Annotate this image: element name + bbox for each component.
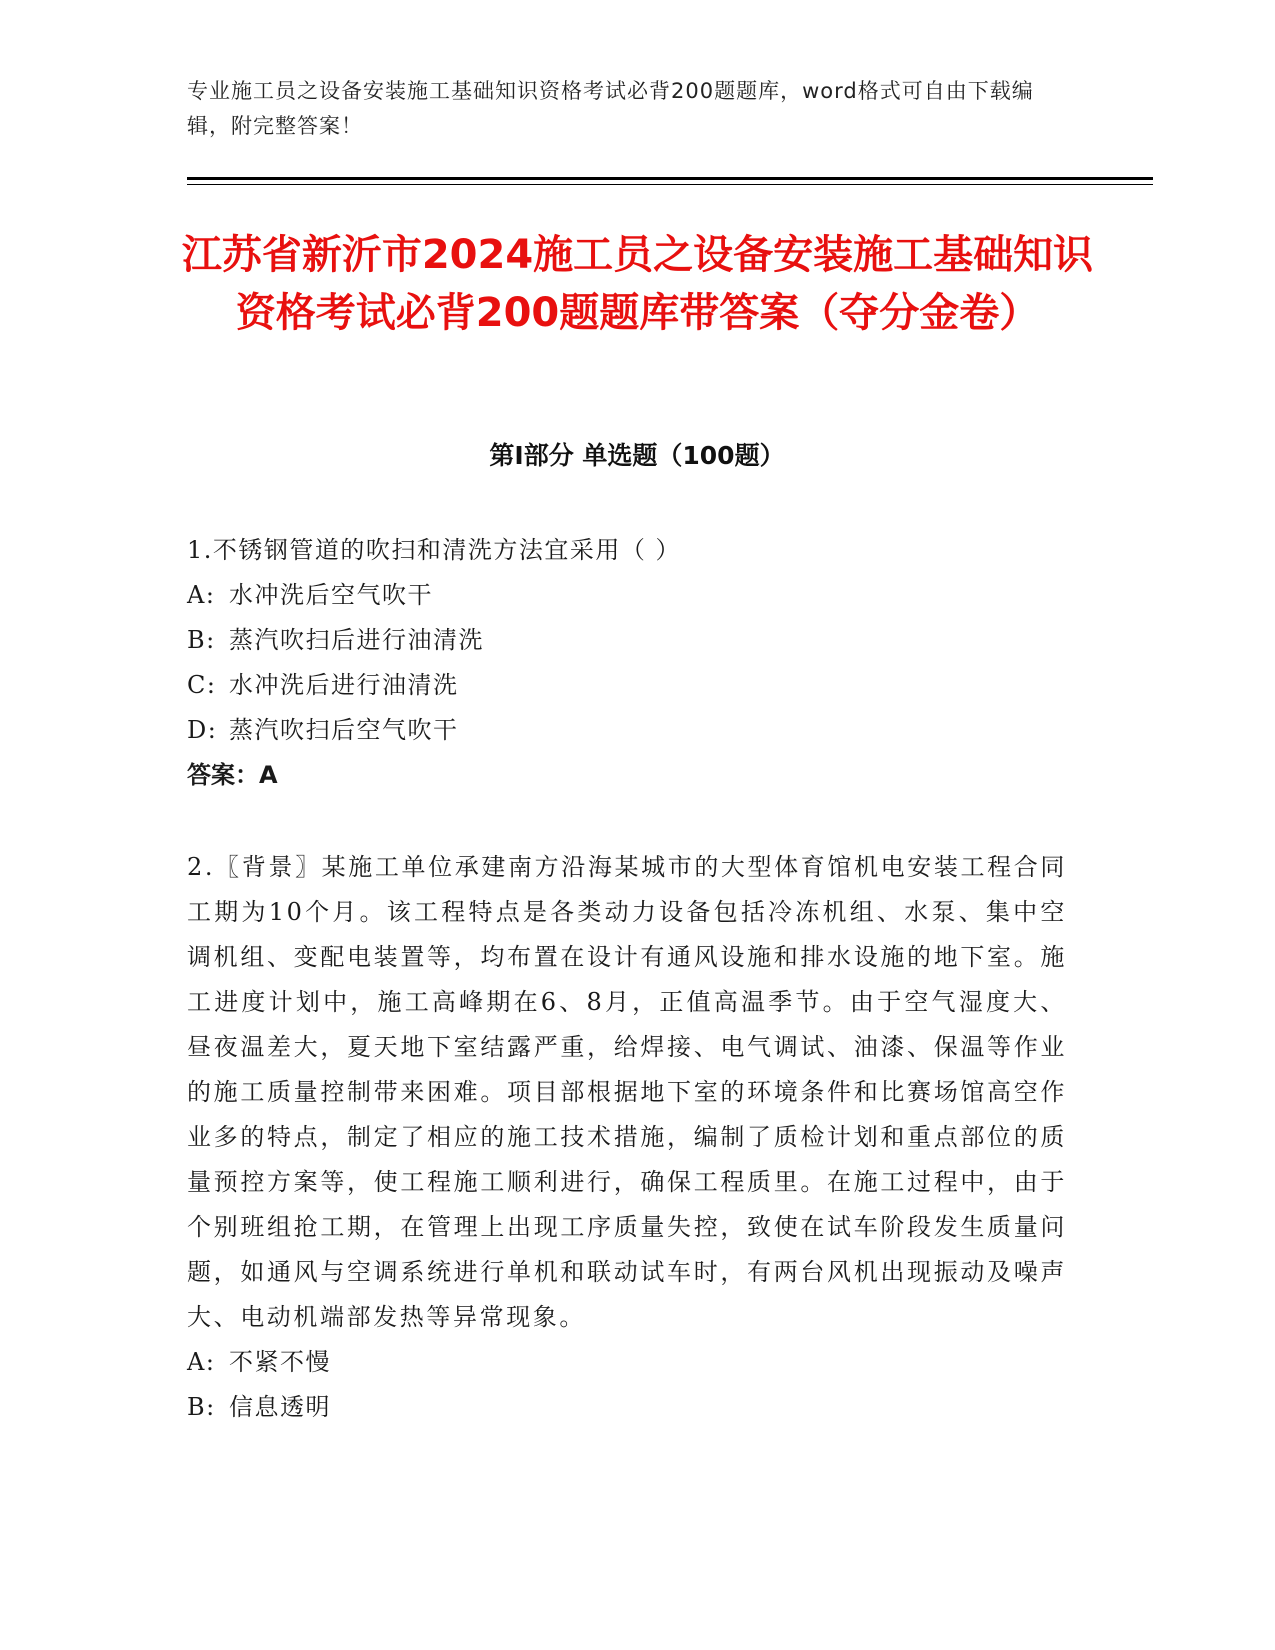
header-rule-thin <box>187 184 1153 185</box>
option-letter: B: <box>187 1393 216 1421</box>
option-text: 水冲洗后空气吹干 <box>229 581 433 609</box>
option-text: 蒸汽吹扫后进行油清洗 <box>229 626 484 654</box>
question-1-stem: 1.不锈钢管道的吹扫和清洗方法宜采用（ ） <box>187 536 682 564</box>
question-2-option-a <box>187 1340 1087 1385</box>
document-title: 江苏省新沂市2024施工员之设备安装施工基础知识资格考试必背200题题库带答案（夺分金卷） <box>181 232 1094 336</box>
option-text: 蒸汽吹扫后空气吹干 <box>229 716 459 744</box>
option-letter: C: <box>187 671 217 699</box>
option-text: 不紧不慢 <box>229 1348 331 1376</box>
question-2-option-b <box>187 1385 1087 1430</box>
question-2 <box>187 845 1087 1430</box>
question-2-stem: 2.〖背景〗某施工单位承建南方沿海某城市的大型体育馆机电安装工程合同工期为10个月。该工程特点是各类动力设备包括冷冻机组、水泵、集中空调机组、变配电装置等，均布置在设计有通风设施和排水设施的地下室。施工进度计划中，施工高峰期在6、8月，正值高温季节。由于空气湿度大、昼夜温差大，夏天地下室结露严重，给焊接、电气调试、油漆、保温等作业的施工质量控制带来困难。项目部根据地下室的环境条件和比赛场馆高空作业多的特点，制定了相应的施工技术措施，编制了质检计划和重点部位的质量预控方案等，使工程施工顺利进行，确保工程质里。在施工过程中，由于个别班组抢工期，在管理上出现工序质量失控，致使在试车阶段发生质量问题，如通风与空调系统进行单机和联动试车时，有两台风机出现振动及噪声大、电动机端部发热等异常现象。 <box>187 853 1067 1331</box>
option-text: 信息透明 <box>229 1393 331 1421</box>
option-letter: A: <box>187 1348 216 1376</box>
option-letter: D: <box>187 716 218 744</box>
question-1-answer: 答案：A <box>187 761 278 789</box>
option-text: 水冲洗后进行油清洗 <box>229 671 459 699</box>
question-1-option-c <box>187 663 1087 708</box>
header-rule-thick <box>187 177 1153 180</box>
option-letter: B: <box>187 626 216 654</box>
question-1-option-d <box>187 708 1087 753</box>
question-1 <box>187 528 1087 798</box>
question-1-option-b <box>187 618 1087 663</box>
section-heading: 第Ⅰ部分 单选题（100题） <box>489 441 785 470</box>
question-1-option-a <box>187 573 1087 618</box>
header-note: 专业施工员之设备安装施工基础知识资格考试必背200题题库，word格式可自由下载编辑，附完整答案！ <box>187 79 1034 138</box>
option-letter: A: <box>187 581 216 609</box>
